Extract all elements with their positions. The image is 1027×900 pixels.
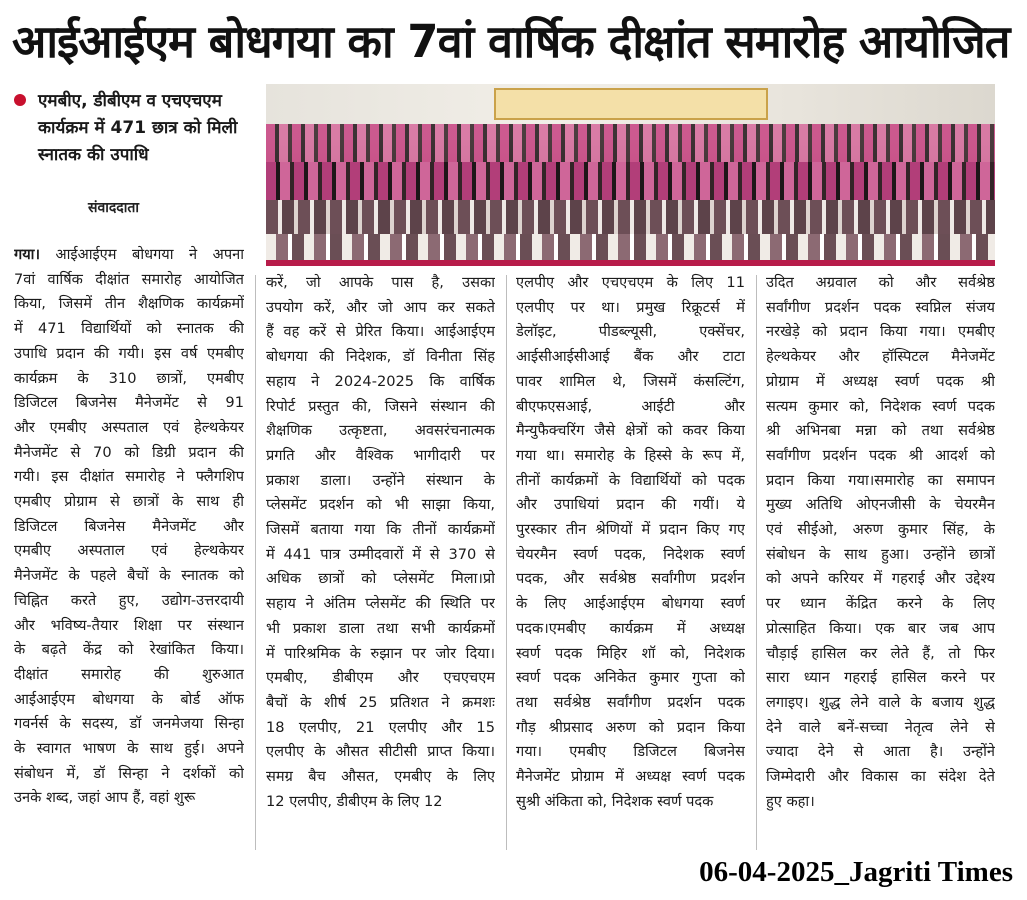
article-line: सत्यम कुमार को, निदेशक स्वर्ण पदक (766, 397, 995, 415)
article-line: मैनेजमेंट से 70 को डिग्री प्रदान की (14, 443, 244, 461)
article-line: तथा सर्वश्रेष्ठ सर्वांगीण प्रदर्शन पदक (516, 693, 745, 711)
article-line: स्वर्ण पदक मिहिर शॉ को, निदेशक (516, 644, 745, 662)
article-column-3 (516, 271, 745, 814)
article-line: उनके शब्द, जहां आप हैं, वहां शुरू (14, 789, 196, 807)
article-line: गवर्नर्स के सदस्य, डॉ जनमेजया सिन्हा (14, 715, 244, 733)
article-line: कार्यक्रम के 310 छात्रों, एमबीए (14, 369, 244, 387)
article-line: एमबीए, डीबीएम और एचएचएम (266, 669, 495, 687)
article-line: बोधगया की निदेशक, डॉ विनीता सिंह (266, 348, 495, 366)
column-divider (506, 275, 507, 850)
article-line: डिजिटल बिजनेस मैनेजमेंट और (14, 517, 244, 535)
article-line: सुश्री अंकिता को, निदेशक स्वर्ण पदक (516, 792, 714, 810)
article-line: पर ध्यान केंद्रित करने के लिए (766, 595, 995, 613)
article-line: किया, जिसमें तीन शैक्षणिक कार्यक्रमों (14, 295, 244, 313)
article-line: हैं वह करें से प्रेरित किया। आईआईएम (266, 323, 495, 341)
article-line: एवं सीईओ, अरुण कुमार सिंह, के (766, 521, 995, 539)
article-line: जिम्मेदारी और विकास का संदेश देते (766, 768, 995, 786)
article-line: श्री अभिनबा मन्ना को तथा सर्वश्रेष्ठ (766, 422, 995, 440)
source-dateline: 06-04-2025_Jagriti Times (699, 856, 1013, 888)
article-line: उपाधि प्रदान की गयी। इस वर्ष एमबीए (14, 344, 244, 362)
article-line: भी प्रकाश डाला तथा सभी कार्यक्रमों (266, 619, 495, 637)
article-line: एलपीए और एचएचएम के लिए 11 (516, 274, 745, 291)
headline: आईआईएम बोधगया का 7वां वार्षिक दीक्षांत समारोह आयोजित (12, 15, 1010, 68)
article-line: 7वां वार्षिक दीक्षांत समारोह आयोजित (14, 270, 244, 288)
article-line: सर्वांगीण प्रदर्शन पदक श्री आदर्श को (766, 446, 995, 464)
article-text: आईआईएम बोधगया ने अपना (40, 246, 244, 263)
article-line: प्रोग्राम में अध्यक्ष स्वर्ण पदक श्री (766, 372, 995, 390)
article-line: के लिए आईआईएम बोधगया स्वर्ण (516, 595, 745, 613)
photo-row (266, 124, 995, 164)
article-line: मैनेजमेंट प्रोग्राम में अध्यक्ष स्वर्ण पदक (516, 768, 745, 786)
article-line: मैन्युफैक्चरिंग जैसे क्षेत्रों को कवर किया (516, 422, 745, 440)
article-line: चेयरमैन स्वर्ण पदक, निदेशक स्वर्ण (516, 545, 745, 563)
bullet-icon (14, 94, 26, 106)
article-line: 18 एलपीए, 21 एलपीए और 15 (266, 718, 495, 736)
article-line: सारा ध्यान गहराई हासिल करने पर (766, 669, 995, 687)
article-line: जिसमें बताया गया कि तीनों कार्यक्रमों (266, 521, 495, 539)
article-line: अधिक छात्रों को प्लेसमेंट मिला।प्रो (266, 570, 495, 588)
article-line: गयी। इस दीक्षांत समारोह ने फ्लैगशिप (14, 468, 244, 486)
article-line: रिपोर्ट प्रस्तुत की, जिसने संस्थान की (266, 397, 495, 415)
article-line: दीक्षांत समारोह की शुरुआत (14, 665, 244, 683)
column-divider (255, 275, 256, 850)
article-line: एमबीए अस्पताल एवं हेल्थकेयर (14, 542, 244, 560)
article-line: हेल्थकेयर और हॉस्पिटल मैनेजमेंट (766, 348, 995, 366)
article-line: उपयोग करें, और जो आप कर सकते (266, 298, 495, 316)
group-photo (266, 84, 995, 266)
byline: संवाददाता (88, 200, 139, 216)
deck-text: एमबीए, डीबीएम व एचएचएम कार्यक्रम में 471 छात्र को मिली स्नातक की उपाधि (38, 91, 238, 165)
article-line: में 441 पात्र उम्मीदवारों में से 370 से (266, 545, 495, 563)
article-line: समग्र बैच औसत, एमबीए के लिए (266, 768, 495, 786)
column-divider (756, 275, 757, 850)
photo-banner (494, 88, 768, 120)
article-line: नरखेड़े को प्रदान किया गया। एमबीए (766, 323, 995, 341)
article-line: संबोधन में, डॉ सिन्हा ने दर्शकों को (14, 764, 244, 782)
article-line: बैचों के शीर्ष 25 प्रतिशत ने क्रमशः (266, 693, 495, 711)
article-line: शैक्षणिक उत्कृष्टता, अवसरंचनात्मक (266, 422, 495, 440)
article-line (14, 243, 244, 268)
article-line: प्रगति और वैश्विक भागीदारी पर (266, 446, 495, 464)
article-line: एलपीए के औसत सीटीसी प्राप्त किया। (266, 743, 495, 761)
article-line: सहाय ने अंतिम प्लेसमेंट की स्थिति पर (266, 595, 495, 613)
article-line: बीएफएसआई, आईटी और (516, 397, 745, 415)
article-line: प्रोत्साहित किया। एक बार जब आप (766, 619, 995, 637)
article-line: स्वर्ण पदक अनिकेत कुमार गुप्ता को (516, 669, 745, 687)
article-line: प्रकाश डाला। उन्होंने संस्थान के (266, 471, 495, 489)
article-line: प्रदान किया गया।समारोह का समापन (766, 471, 995, 489)
article-line: करें, जो आपके पास है, उसका (266, 274, 495, 291)
article-line: और एमबीए अस्पताल एवं हेल्थकेयर (14, 418, 244, 436)
article-line: के स्वागत भाषण के साथ हुई। अपने (14, 740, 244, 758)
article-line: डिजिटल बिजनेस मैनेजमेंट से 91 (14, 394, 244, 412)
article-column-4 (766, 271, 995, 814)
article-line: सर्वांगीण प्रदर्शन पदक स्वप्निल संजय (766, 298, 995, 316)
article-line: गया था। समारोह के हिस्से के रूप में, (516, 446, 745, 464)
article-line: के बढ़ते केंद्र को रेखांकित किया। (14, 641, 244, 659)
article-column-2 (266, 271, 495, 814)
article-line: और भविष्य-तैयार शिक्षा पर संस्थान (14, 616, 244, 634)
article-line: 12 एलपीए, डीबीएम के लिए 12 (266, 792, 443, 810)
article-line: में 471 विद्यार्थियों को स्नातक की (14, 320, 244, 338)
article-line: सहाय ने 2024-2025 कि वार्षिक (266, 372, 495, 390)
article-column-1 (14, 243, 244, 811)
article-line: देने वाले बनें-सच्चा नेतृत्व लेने से (766, 718, 995, 736)
article-line: संबोधन के साथ हुआ। उन्होंने छात्रों (766, 545, 995, 563)
article-line: गौड़ श्रीप्रसाद अरुण को प्रदान किया (516, 718, 745, 736)
article-line: प्लेसमेंट प्रदर्शन को भी साझा किया, (266, 496, 495, 514)
article-line: चिह्नित करते हुए, उद्योग-उत्तरदायी (14, 591, 244, 609)
dateline: गया। (14, 246, 40, 263)
article-line: गया। एमबीए डिजिटल बिजनेस (516, 743, 745, 761)
article-line: हुए कहा। (766, 792, 815, 810)
article-line: चौड़ाई हासिल कर लेते हैं, तो फिर (766, 644, 995, 662)
article-line: को अपने करियर में गहराई और उद्देश्य (766, 570, 995, 588)
article-line: मुख्य अतिथि ओएनजीसी के चेयरमैन (766, 496, 995, 514)
article-line: और उपाधियां प्रदान की गयीं। ये (516, 496, 745, 514)
article-line: में पारिश्रमिक के रुझान पर जोर दिया। (266, 644, 495, 662)
photo-row (266, 162, 995, 202)
article-line: पदक।एमबीए कार्यक्रम में अध्यक्ष (516, 619, 745, 637)
article-line: तीनों कार्यक्रमों के विद्यार्थियों को पदक (516, 471, 745, 489)
article-line: मैनेजमेंट के पहले बैचों के स्नातक को (14, 567, 244, 585)
article-line: पदक, और सर्वश्रेष्ठ सर्वांगीण प्रदर्शन (516, 570, 745, 588)
article-line: आईसीआईसीआई बैंक और टाटा (516, 348, 745, 366)
article-line: उदित अग्रवाल को और सर्वश्रेष्ठ (766, 274, 995, 291)
article-line: ज्यादा देने से आता है। उन्होंने (766, 743, 995, 761)
article-line: एमबीए प्रोग्राम से छात्रों के साथ ही (14, 493, 244, 511)
article-line: लगाइए। शुद्ध लेने वाले के बजाय शुद्ध (766, 693, 995, 711)
article-line: पावर शामिल थे, जिसमें कंसल्टिंग, (516, 372, 745, 390)
article-line: एलपीए पर था। प्रमुख रिक्रूटर्स में (516, 298, 745, 316)
photo-floor (266, 260, 995, 266)
article-line: पुरस्कार तीन श्रेणियों में प्रदान किए गए (516, 521, 745, 539)
article-line: आईआईएम बोधगया के बोर्ड ऑफ (14, 690, 244, 708)
article-line: डेलॉइट, पीडब्ल्यूसी, एक्सेंचर, (516, 323, 745, 341)
